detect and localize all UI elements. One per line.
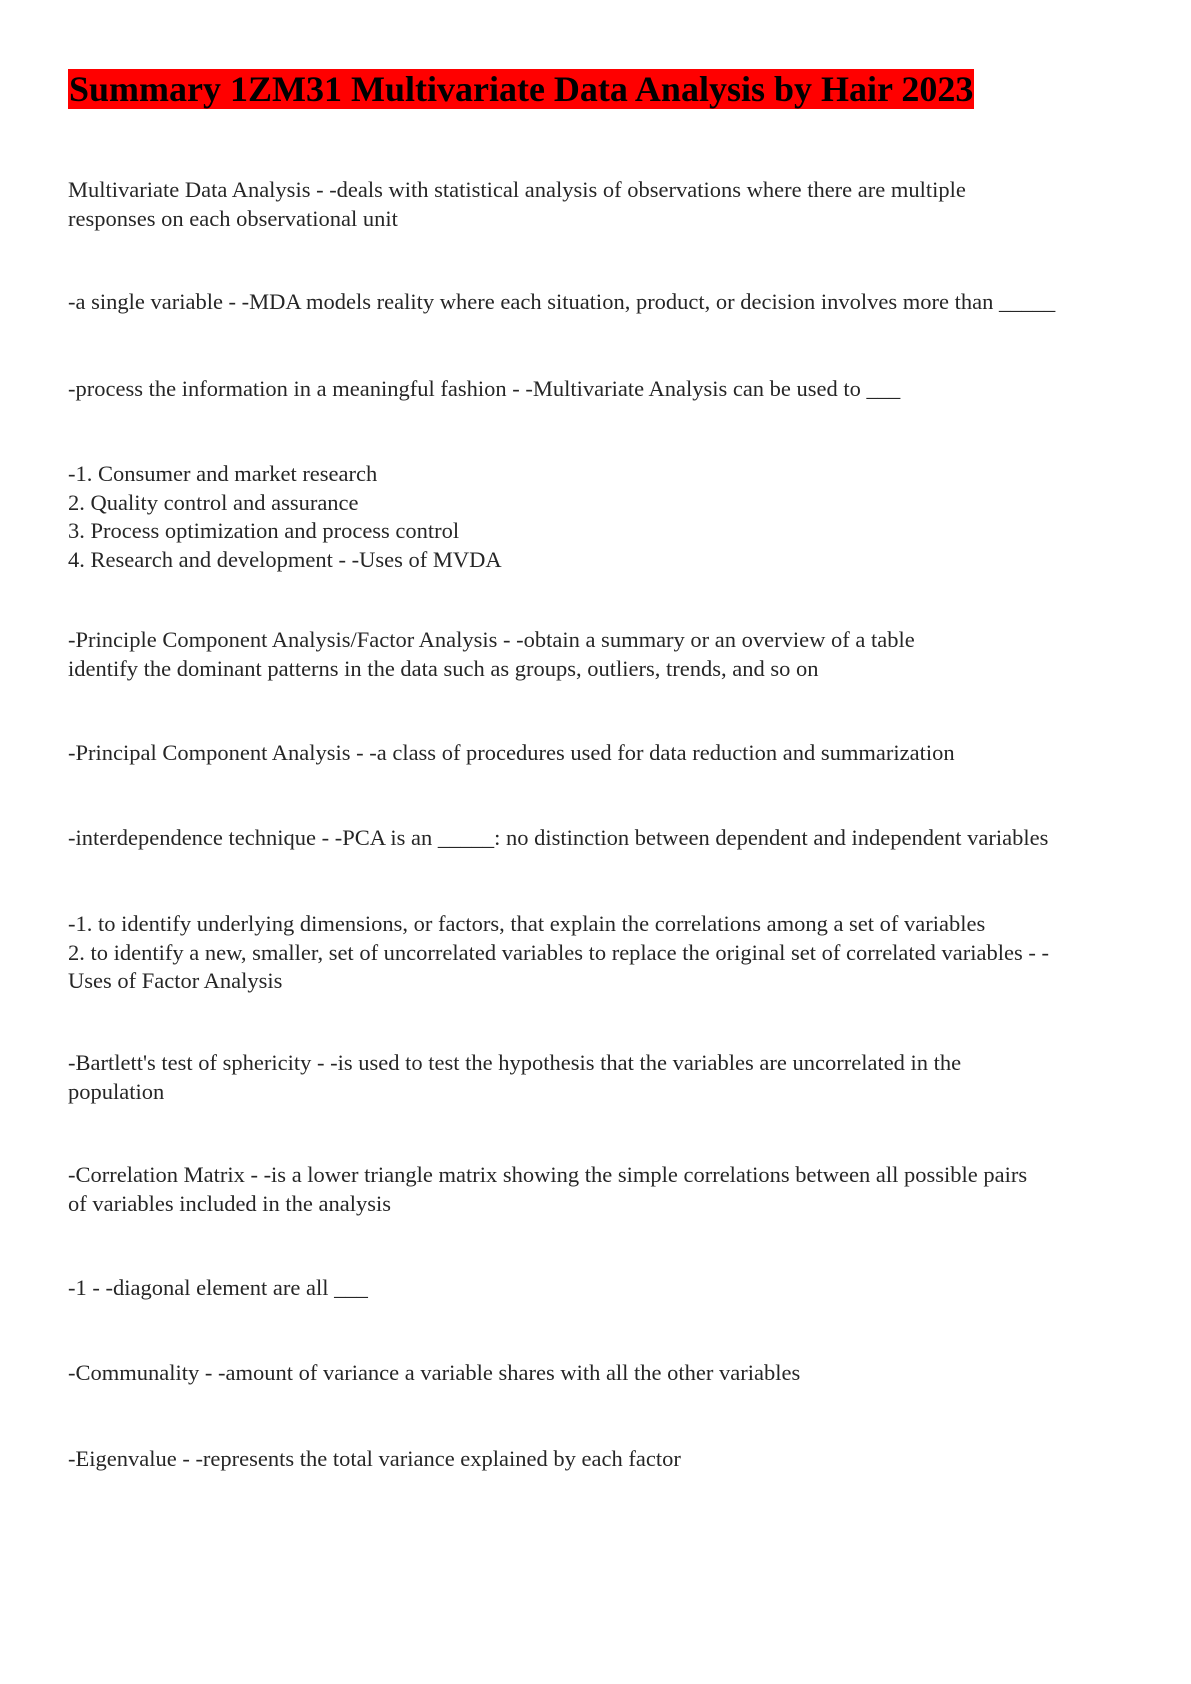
entry-principal-component-analysis: -Principal Component Analysis - -a class of procedures used for data reduction and summarization xyxy=(68,740,955,765)
document-title-text: Summary 1ZM31 Multivariate Data Analysis by Hair 2023 xyxy=(69,69,974,109)
document-title xyxy=(68,69,974,109)
entry-eigenvalue: -Eigenvalue - -represents the total variance explained by each factor xyxy=(68,1446,681,1471)
entry-diagonal-element: -1 - -diagonal element are all ___ xyxy=(68,1275,368,1300)
entry-uses-of-mvda: -1. Consumer and market research 2. Quality control and assurance 3. Process optimization and process control 4. Research and development - -Uses of MVDA xyxy=(68,461,502,572)
entry-interdependence-technique: -interdependence technique - -PCA is an _____: no distinction between dependent and independent variables xyxy=(68,825,1049,850)
entry-uses-of-factor-analysis: -1. to identify underlying dimensions, or factors, that explain the correlations among a set of variables 2. to identify a new, smaller, set of uncorrelated variables to replace the original set of correlated variables - - Uses of Factor Analysis xyxy=(68,911,1049,993)
entry-correlation-matrix: -Correlation Matrix - -is a lower triangle matrix showing the simple correlations between all possible pairs of variables included in the analysis xyxy=(68,1162,1028,1216)
entry-communality: -Communality - -amount of variance a variable shares with all the other variables xyxy=(68,1360,801,1385)
entry-bartletts-test: -Bartlett's test of sphericity - -is used to test the hypothesis that the variables are uncorrelated in the population xyxy=(68,1050,962,1104)
entry-multivariate-data-analysis: Multivariate Data Analysis - -deals with statistical analysis of observations where there are multiple responses on each observational unit xyxy=(68,177,966,231)
entry-pca-factor-analysis: -Principle Component Analysis/Factor Analysis - -obtain a summary or an overview of a table identify the dominant patterns in the data such as groups, outliers, trends, and so on xyxy=(68,627,915,681)
entry-single-variable: -a single variable - -MDA models reality where each situation, product, or decision involves more than _____ xyxy=(68,289,1056,314)
entry-process-information: -process the information in a meaningful fashion - -Multivariate Analysis can be used to ___ xyxy=(68,376,901,401)
